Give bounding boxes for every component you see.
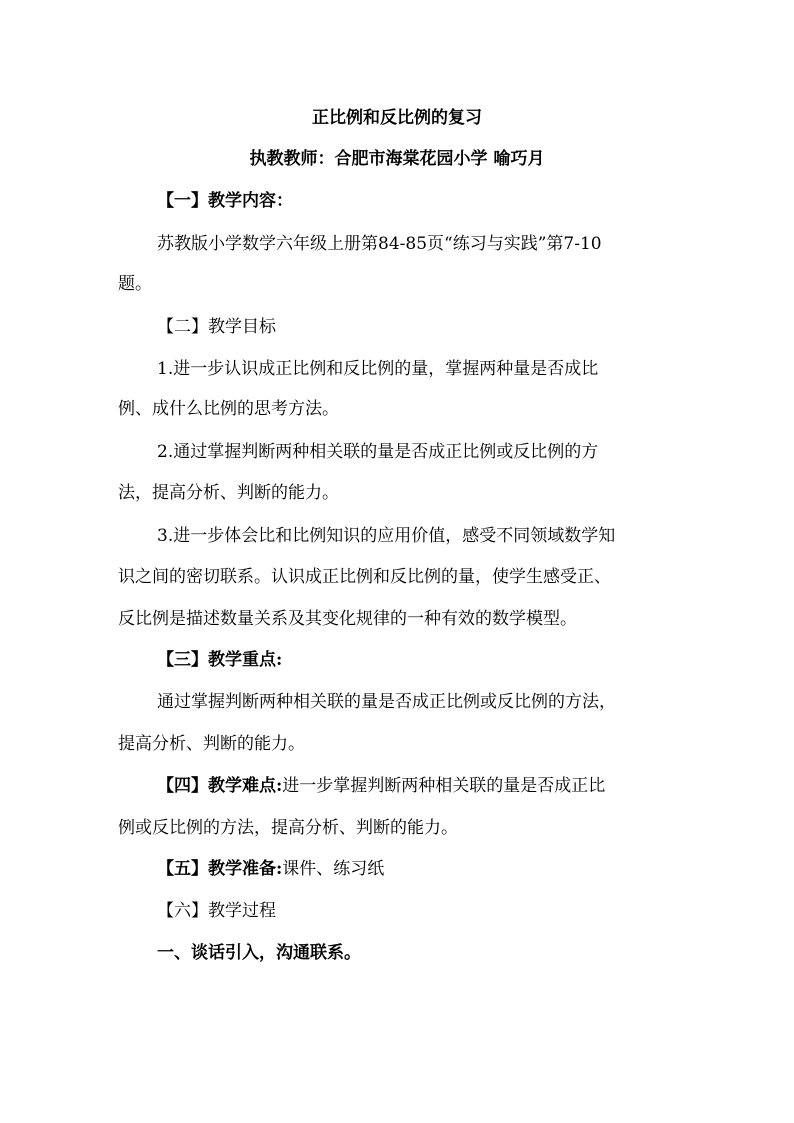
preparation-text: 课件、练习纸 <box>282 859 385 879</box>
goal-3-line-3: 反比例是描述数量关系及其变化规律的一种有效的数学模型。 <box>118 609 577 629</box>
content-line-1: 苏教版小学数学六年级上册第84-85页“练习与实践”第7-10 <box>157 234 602 254</box>
teacher-line: 执教教师：合肥市海棠花园小学 喻巧月 <box>249 149 545 169</box>
goal-2-line-1: 2.通过掌握判断两种相关联的量是否成正比例或反比例的方 <box>157 442 599 462</box>
goal-3-line-2: 识之间的密切联系。认识成正比例和反比例的量，使学生感受正、 <box>118 567 611 587</box>
key-points-line-2: 提高分析、判断的能力。 <box>118 734 305 754</box>
goal-2-line-2: 法，提高分析、判断的能力。 <box>118 483 339 503</box>
goal-3-line-1: 3.进一步体会比和比例知识的应用价值，感受不同领域数学知 <box>157 526 616 546</box>
section-process-heading: 【六】教学过程 <box>157 901 276 921</box>
key-points-line-1: 通过掌握判断两种相关联的量是否成正比例或反比例的方法， <box>157 692 616 712</box>
section-preparation-heading: 【五】教学准备: <box>157 859 283 879</box>
section-difficulties-heading: 【四】教学难点: <box>157 776 283 796</box>
goal-1-line-1: 1.进一步认识成正比例和反比例的量，掌握两种量是否成比 <box>157 359 599 379</box>
content-line-2: 题。 <box>118 274 152 294</box>
section-goals-heading: 【二】教学目标 <box>157 317 276 337</box>
process-step-1: 一、谈话引入，沟通联系。 <box>157 943 361 963</box>
document-title: 正比例和反比例的复习 <box>312 108 482 128</box>
difficulties-line-1 <box>157 775 605 797</box>
goal-1-line-2: 例、成什么比例的思考方法。 <box>118 399 339 419</box>
difficulties-text-1: 进一步掌握判断两种相关联的量是否成正比 <box>282 776 606 796</box>
difficulties-line-2: 例或反比例的方法，提高分析、判断的能力。 <box>118 818 458 838</box>
section-key-points-heading: 【三】教学重点: <box>157 650 283 670</box>
section-content-heading: 【一】教学内容： <box>157 191 293 211</box>
preparation-line <box>157 858 384 880</box>
